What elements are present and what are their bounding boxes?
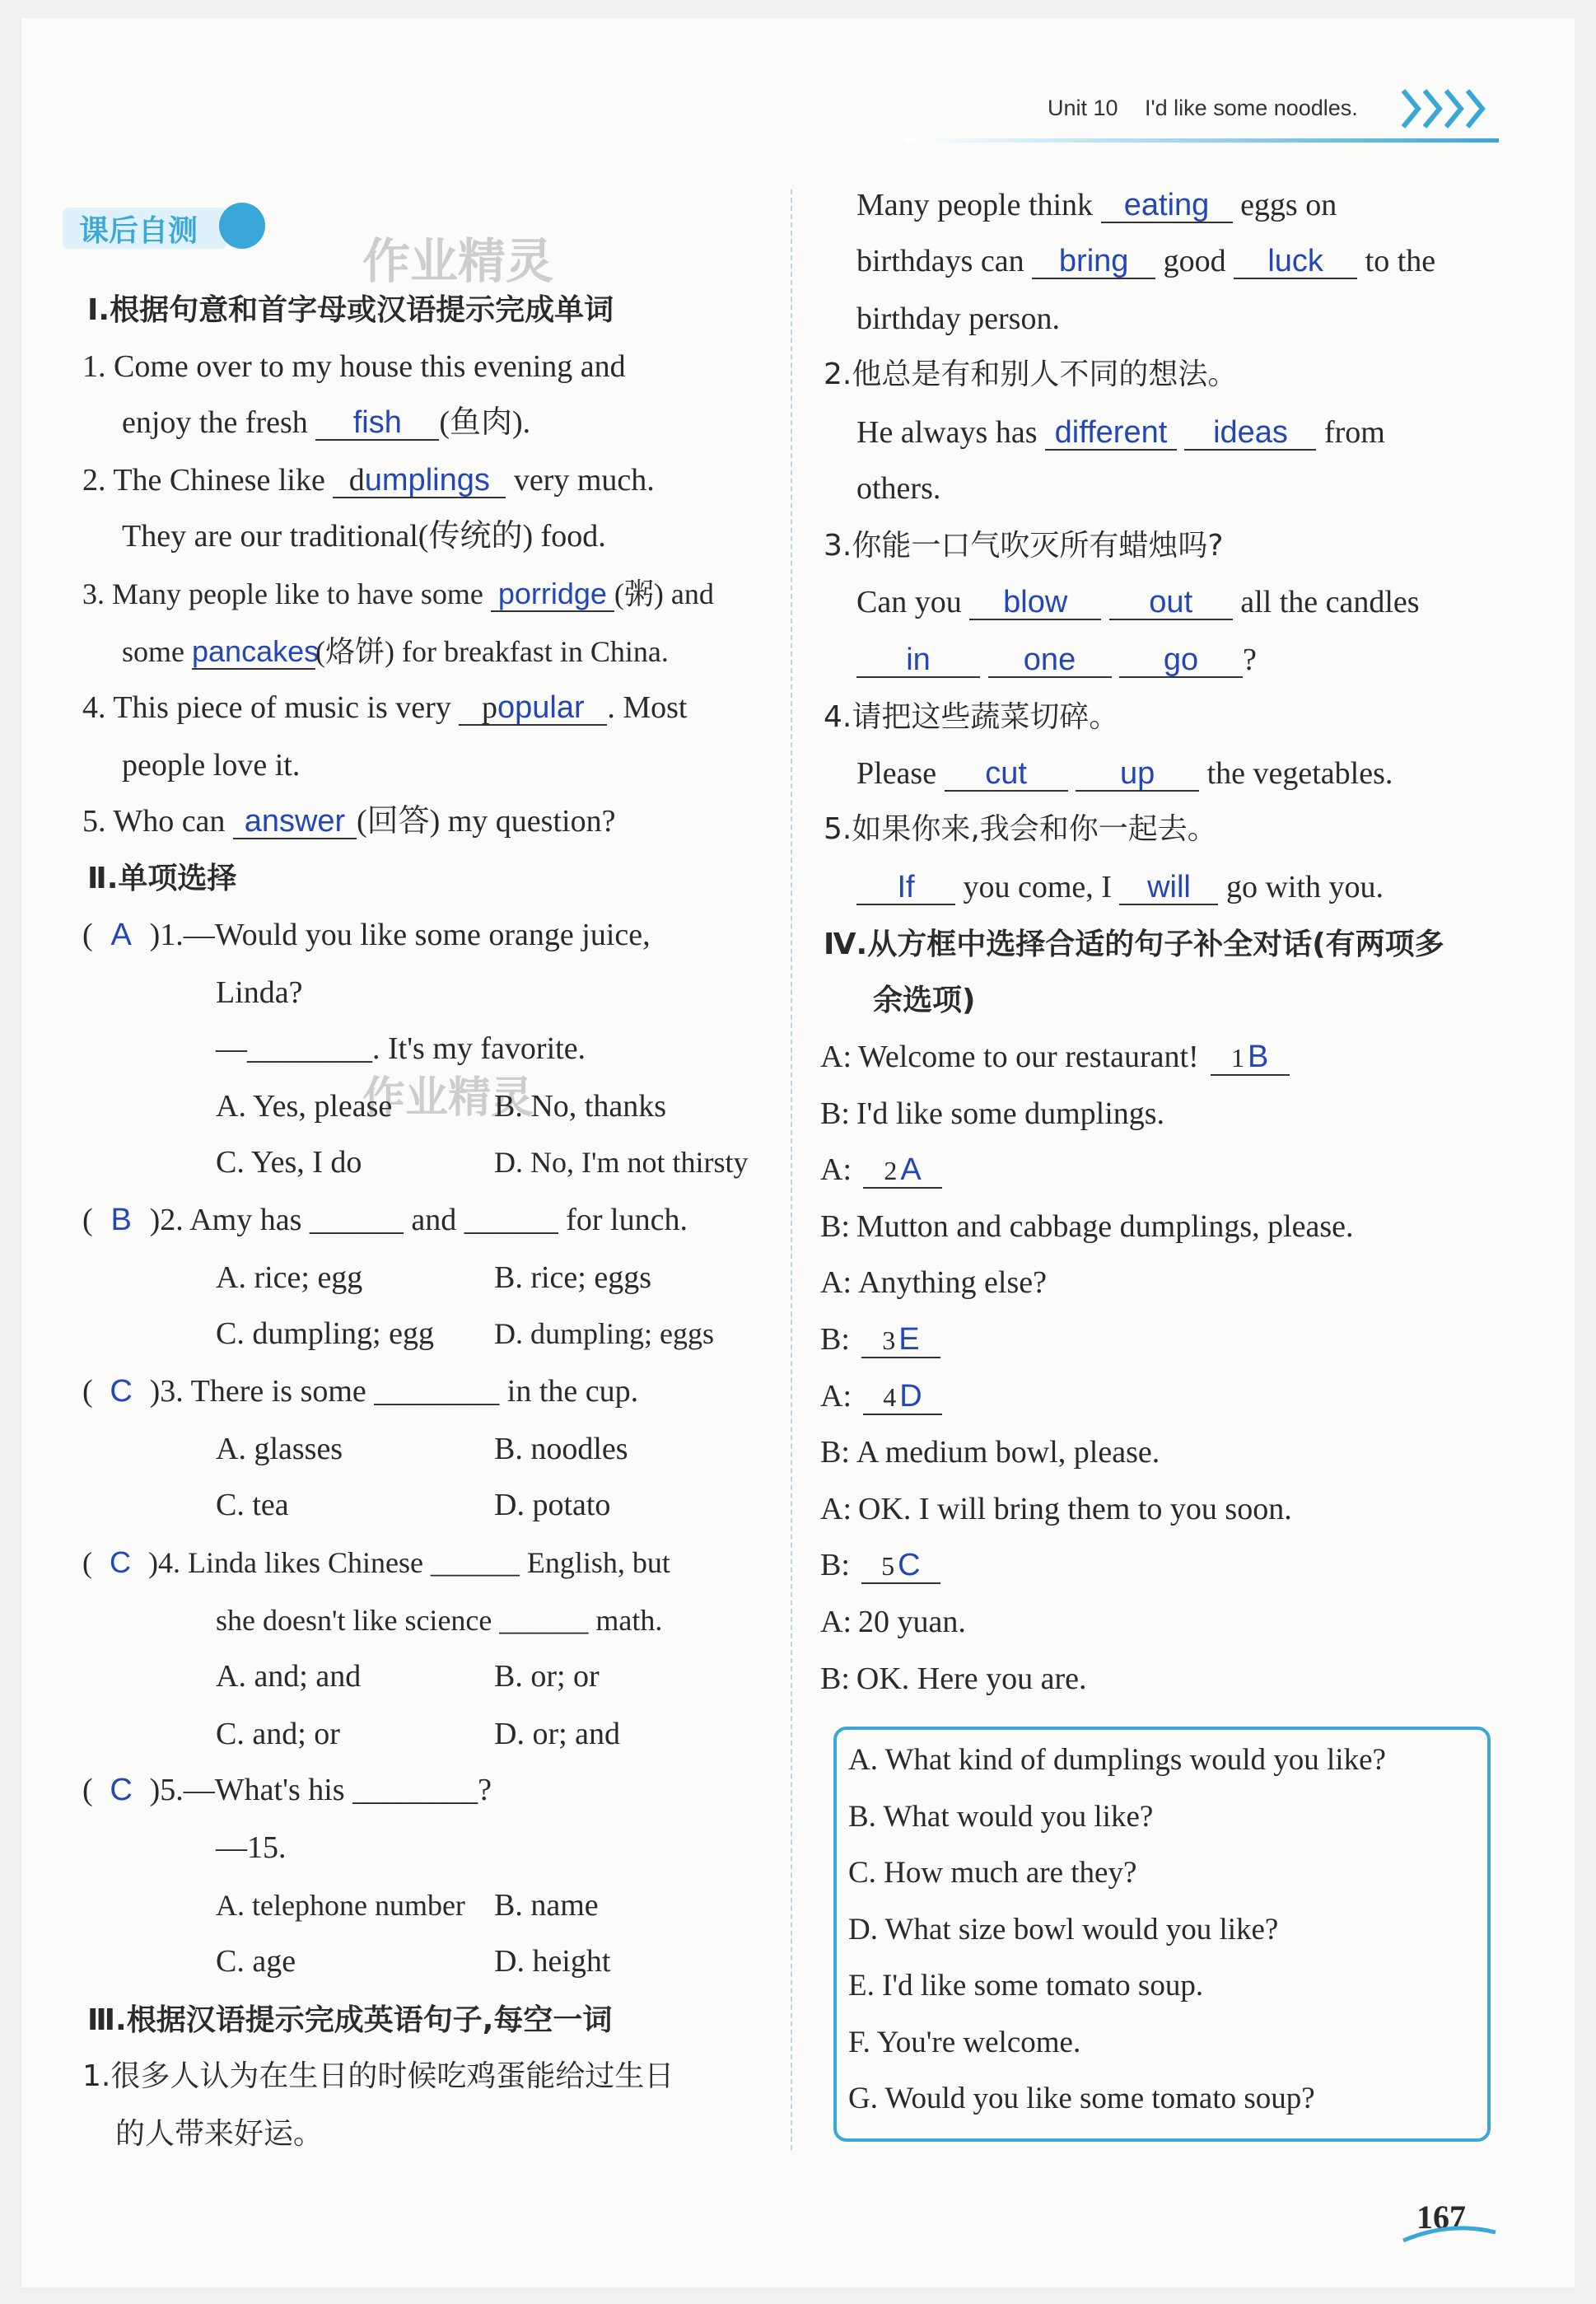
answer-blank: pancakes <box>192 634 320 668</box>
section-tag <box>63 194 301 260</box>
speaker: A: <box>820 1491 852 1526</box>
p1-q2-line2: They are our traditional(传统的) food. <box>122 519 606 554</box>
p3-q3-en1: Can you blow out all the candles <box>856 585 1420 619</box>
answer-blank: go <box>1119 643 1243 678</box>
p2-q2-optC: C. dumpling; egg <box>216 1316 434 1351</box>
p2-q3-optD: D. potato <box>494 1488 611 1522</box>
dialog-blank: 2 A <box>863 1153 942 1189</box>
part4-heading-2: 余选项) <box>873 984 976 1017</box>
p2-q5-optD: D. height <box>494 1944 611 1979</box>
p2-q2-stem: ( B )2. Amy has ______ and ______ for lunch. <box>82 1203 688 1237</box>
part4-heading: Ⅳ.从方框中选择合适的句子补全对话(有两项多 <box>824 928 1444 961</box>
p2-q3-optC: C. tea <box>216 1488 289 1522</box>
p3-q2-cn: 2.他总是有和别人不同的想法。 <box>824 358 1238 391</box>
p2-q3-optA: A. glasses <box>216 1432 343 1466</box>
answer-blank: fish <box>315 406 439 441</box>
unit-label: Unit 10 <box>1048 96 1118 120</box>
p3-q4-en1: Please cut up the vegetables. <box>856 756 1393 791</box>
p3-q2-en2: others. <box>856 471 941 506</box>
p1-q2-line1: 2. The Chinese like dumplings very much. <box>82 463 655 498</box>
p1-q1-line1: 1. Come over to my house this evening and <box>82 349 626 384</box>
dialog-line <box>820 1603 966 1641</box>
p1-q4-line1: 4. This piece of music is very popular . Most <box>82 690 688 725</box>
dialog-answer: C <box>898 1548 921 1583</box>
option-item: F. You're welcome. <box>848 2025 1081 2059</box>
p2-q1-optC: C. Yes, I do <box>216 1145 362 1180</box>
p2-q2-optD: D. dumpling; eggs <box>494 1317 714 1350</box>
speaker: B: <box>820 1661 850 1696</box>
p2-q1-stem2: Linda? <box>216 975 303 1010</box>
header-rule <box>906 138 1499 143</box>
p2-q1-optA: A. Yes, please <box>216 1089 393 1124</box>
dialog-blank: 1 B <box>1211 1040 1290 1076</box>
section-tag-label: 课后自测 <box>79 214 198 248</box>
p3-q1-cn1: 1.很多人认为在生日的时候吃鸡蛋能给过生日 <box>82 2059 674 2093</box>
answer-blank: out <box>1109 586 1233 620</box>
p1-q4-line2: people love it. <box>122 748 301 783</box>
dialog-text: Anything else? <box>858 1265 1048 1301</box>
dialog-line <box>820 1038 1290 1076</box>
dialog-answer: A <box>900 1152 922 1188</box>
p2-q4-optA: A. and; and <box>216 1659 362 1694</box>
p1-q3-line1: 3. Many people like to have some porridge (粥) and <box>82 577 714 610</box>
speaker: A: <box>820 1152 852 1188</box>
answer-blank: cut <box>945 757 1068 792</box>
answer-blank: ideas <box>1184 416 1316 451</box>
dialog-text: OK. I will bring them to you soon. <box>858 1491 1292 1526</box>
dialog-line <box>820 1660 1087 1698</box>
speaker: B: <box>820 1322 850 1357</box>
watermark-2: 作业精灵 <box>362 1073 534 1123</box>
dialog-blank: 4 D <box>863 1380 942 1415</box>
option-item: B. What would you like? <box>848 1799 1154 1834</box>
p1-q1-line2: enjoy the fresh fish (鱼肉). <box>122 405 531 440</box>
answer-blank: will <box>1119 871 1218 905</box>
dialog-text: A medium bowl, please. <box>856 1435 1160 1470</box>
p2-q2-optB: B. rice; eggs <box>494 1260 652 1295</box>
dialog-line <box>820 1264 1047 1302</box>
speaker: A: <box>820 1605 852 1639</box>
unit-title: I'd like some noodles. <box>1145 96 1358 120</box>
p3-q1-en2: birthdays can bring good luck to the <box>856 244 1436 278</box>
option-item: D. What size bowl would you like? <box>848 1912 1279 1946</box>
p2-q4-optB: B. or; or <box>494 1659 600 1694</box>
dialog-answer: D <box>899 1378 922 1414</box>
p2-q5-stem: ( C )5.—What's his ________? <box>82 1773 492 1807</box>
p1-q3-line2: some pancakes(烙饼) for breakfast in China. <box>122 634 669 668</box>
answer-blank: in <box>856 643 980 678</box>
answer-blank: umplings <box>364 463 490 498</box>
p3-q3-cn: 3.你能一口气吹灭所有蜡烛吗? <box>824 529 1224 563</box>
speaker: A: <box>820 1378 852 1414</box>
speaker: B: <box>820 1208 850 1244</box>
speaker: A: <box>820 1040 852 1074</box>
dialog-line <box>820 1208 1354 1245</box>
dialog-text: I'd like some dumplings. <box>856 1096 1165 1131</box>
answer-blank: porridge <box>491 577 614 612</box>
p3-q1-en1: Many people think eating eggs on <box>856 188 1337 222</box>
p2-q2-optA: A. rice; egg <box>216 1260 363 1295</box>
answer-blank: If <box>856 871 955 905</box>
dialog-line <box>820 1490 1292 1528</box>
answer-blank: answer <box>233 805 357 839</box>
p2-q1-optD: D. No, I'm not thirsty <box>494 1146 749 1179</box>
p2-q3-stem: ( C )3. There is some ________ in the cup. <box>82 1374 639 1409</box>
dialog-text: OK. Here you are. <box>856 1661 1087 1696</box>
p3-q1-cn2: 的人带来好运。 <box>115 2117 324 2151</box>
p2-q5-optC: C. age <box>216 1944 296 1979</box>
watermark: 作业精灵 <box>362 233 554 289</box>
column-divider <box>791 189 792 2150</box>
p2-q5-optA: A. telephone number <box>216 1889 465 1922</box>
p3-q1-en3: birthday person. <box>856 301 1060 336</box>
dialog-answer: B <box>1248 1040 1269 1074</box>
p2-q1-stem: ( A )1.—Would you like some orange juice, <box>82 918 651 952</box>
p2-q4-optC: C. and; or <box>216 1717 340 1751</box>
dialog-line <box>820 1095 1164 1133</box>
p2-q1-optB: B. No, thanks <box>494 1089 666 1124</box>
page-number-swoosh-icon <box>1400 2216 1499 2249</box>
p2-q5-line: —15. <box>216 1830 287 1865</box>
dialog-blank: 5 C <box>861 1549 940 1584</box>
part1-heading: Ⅰ.根据句意和首字母或汉语提示完成单词 <box>87 293 614 327</box>
answer-blank: different <box>1045 416 1177 451</box>
answer-blank: one <box>988 643 1112 678</box>
answer-blank: blow <box>969 586 1101 620</box>
option-item: C. How much are they? <box>848 1856 1137 1890</box>
dialog-line <box>820 1151 942 1189</box>
p2-q3-optB: B. noodles <box>494 1432 628 1466</box>
option-item: A. What kind of dumplings would you like? <box>848 1743 1386 1777</box>
p3-q2-en1: He always has different ideas from <box>856 415 1385 450</box>
speaker: A: <box>820 1265 852 1301</box>
dialog-line <box>820 1433 1160 1471</box>
dialog-answer: E <box>898 1322 920 1357</box>
part3-heading: Ⅲ.根据汉语提示完成英语句子,每空一词 <box>87 2003 613 2037</box>
part2-heading: Ⅱ.单项选择 <box>87 862 237 895</box>
p3-q4-cn: 4.请把这些蔬菜切碎。 <box>824 700 1119 734</box>
answer-blank: bring <box>1032 245 1155 279</box>
chevrons-icon <box>1400 86 1499 135</box>
p3-q3-en2: in one go ? <box>856 641 1257 679</box>
answer-blank: up <box>1076 757 1199 792</box>
dialog-line <box>820 1546 940 1584</box>
p2-q4-optD: D. or; and <box>494 1717 621 1751</box>
p2-q5-optB: B. name <box>494 1888 599 1923</box>
dialog-text: 20 yuan. <box>858 1605 966 1639</box>
option-item: E. I'd like some tomato soup. <box>848 1969 1204 2003</box>
p2-q4-stem: ( C )4. Linda likes Chinese ______ English, but <box>82 1545 670 1579</box>
page-number: 167 <box>1416 2199 1466 2236</box>
section-badge-icon <box>219 203 265 249</box>
dialog-text: Mutton and cabbage dumplings, please. <box>856 1208 1354 1244</box>
dialog-line <box>820 1320 940 1358</box>
option-item: G. Would you like some tomato soup? <box>848 2082 1315 2115</box>
speaker: B: <box>820 1096 850 1131</box>
speaker: B: <box>820 1548 850 1583</box>
answer-blank: eating <box>1101 189 1233 223</box>
answer-blank: luck <box>1234 245 1357 279</box>
dialog-blank: 3 E <box>861 1323 940 1358</box>
p2-q1-line: —________. It's my favorite. <box>216 1031 586 1066</box>
p1-q5: 5. Who can answer (回答) my question? <box>82 804 616 839</box>
answer-blank: opular <box>497 690 585 725</box>
p2-q4-stem2: she doesn't like science ______ math. <box>216 1604 663 1637</box>
dialog-line <box>820 1377 942 1415</box>
dialog-text: Welcome to our restaurant! <box>858 1040 1199 1074</box>
p3-q5-en1: If you come, I will go with you. <box>856 868 1384 906</box>
p3-q5-cn: 5.如果你来,我会和你一起去。 <box>824 812 1217 846</box>
speaker: B: <box>820 1435 850 1470</box>
